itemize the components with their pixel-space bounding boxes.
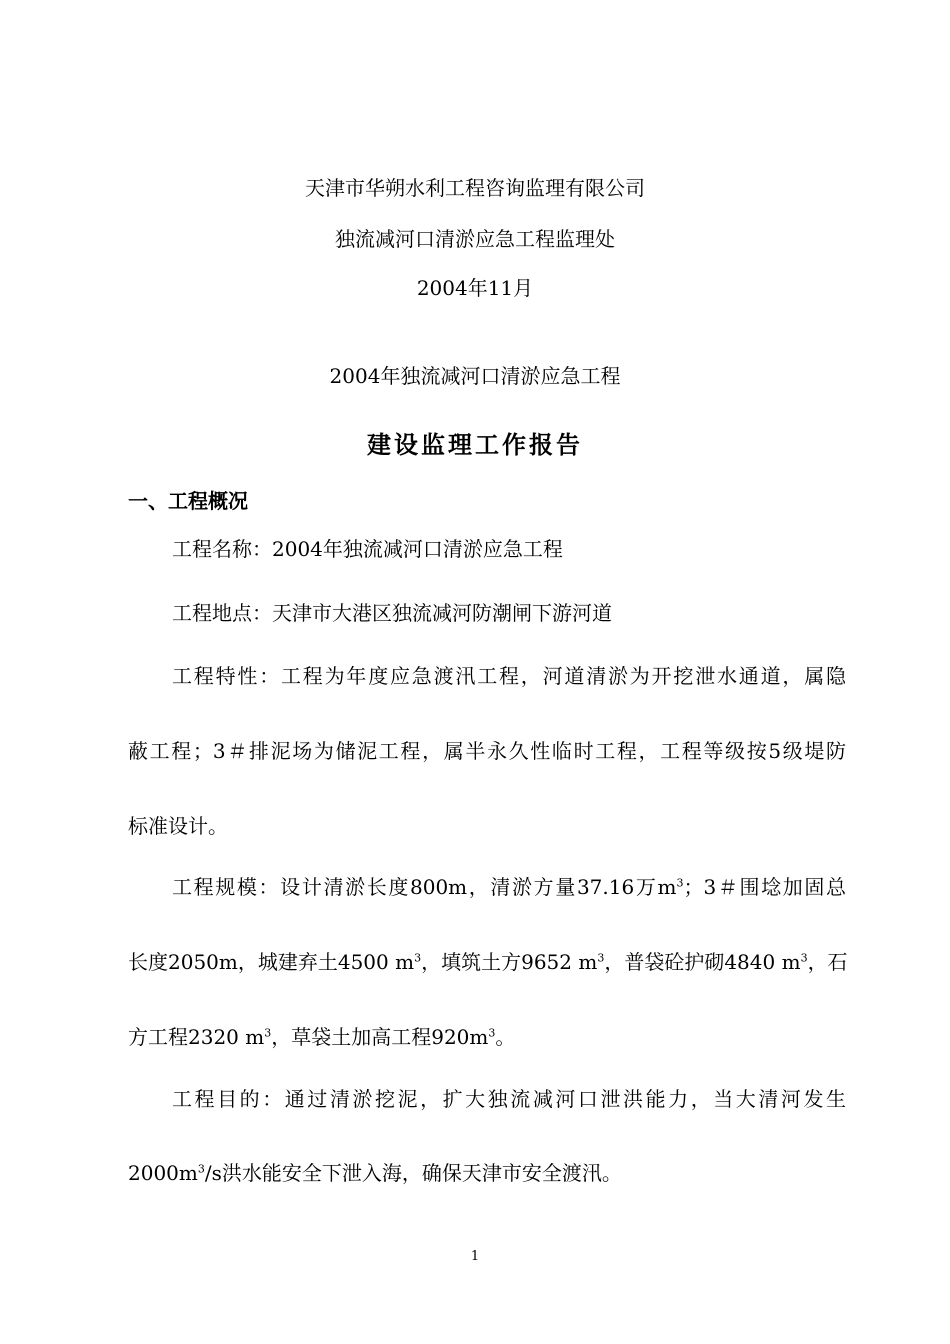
scale-text: ，普袋砼护砌4840 m (604, 950, 801, 974)
superscript: 3 (676, 876, 684, 890)
scale-line-2 (128, 946, 846, 975)
superscript: 3 (597, 951, 605, 965)
scale-line-3 (128, 1021, 846, 1050)
characteristics-line-3: 标准设计。 (128, 814, 228, 838)
section-heading: 一、工程概况 (128, 489, 248, 513)
project-location-line: 工程地点：天津市大港区独流减河防潮闸下游河道 (172, 601, 612, 625)
superscript: 3 (414, 951, 422, 965)
characteristics-line-2: 蔽工程；3＃排泥场为储泥工程，属半永久性临时工程，工程等级按5级堤防 (128, 739, 846, 763)
superscript: 3 (488, 1026, 496, 1040)
scale-text: ，石 (807, 950, 848, 974)
project-title: 2004年独流减河口清淤应急工程 (329, 364, 621, 388)
project-name-line: 工程名称：2004年独流减河口清淤应急工程 (172, 537, 563, 561)
goal-text: 2000m (128, 1161, 198, 1185)
characteristics-line-1: 工程特性：工程为年度应急渡汛工程，河道清淤为开挖泄水通道，属隐 (172, 664, 846, 688)
superscript: 3 (800, 951, 808, 965)
superscript: 3 (197, 1162, 205, 1176)
office-name: 独流减河口清淤应急工程监理处 (335, 227, 615, 251)
scale-text: ；3＃围埝加固总 (683, 875, 846, 899)
scale-text: 。 (495, 1025, 516, 1049)
goal-line-1: 工程目的：通过清淤挖泥，扩大独流减河口泄洪能力，当大清河发生 (172, 1087, 846, 1111)
superscript: 3 (264, 1026, 272, 1040)
scale-text: 工程规模：设计清淤长度800m，清淤方量37.16万m (172, 875, 677, 899)
page-number: 1 (470, 1249, 480, 1264)
scale-text: ，填筑土方9652 m (421, 950, 598, 974)
company-name: 天津市华朔水利工程咨询监理有限公司 (305, 176, 645, 200)
report-date: 2004年11月 (416, 276, 534, 300)
goal-line-2 (128, 1157, 846, 1186)
scale-line-1 (172, 871, 846, 900)
scale-text: 长度2050m，城建弃土4500 m (128, 950, 415, 974)
scale-text: ，草袋土加高工程920m (271, 1025, 489, 1049)
report-title: 建设监理工作报告 (367, 430, 583, 459)
goal-text: /s洪水能安全下泄入海，确保天津市安全渡汛。 (204, 1161, 622, 1185)
scale-text: 方工程2320 m (128, 1025, 265, 1049)
